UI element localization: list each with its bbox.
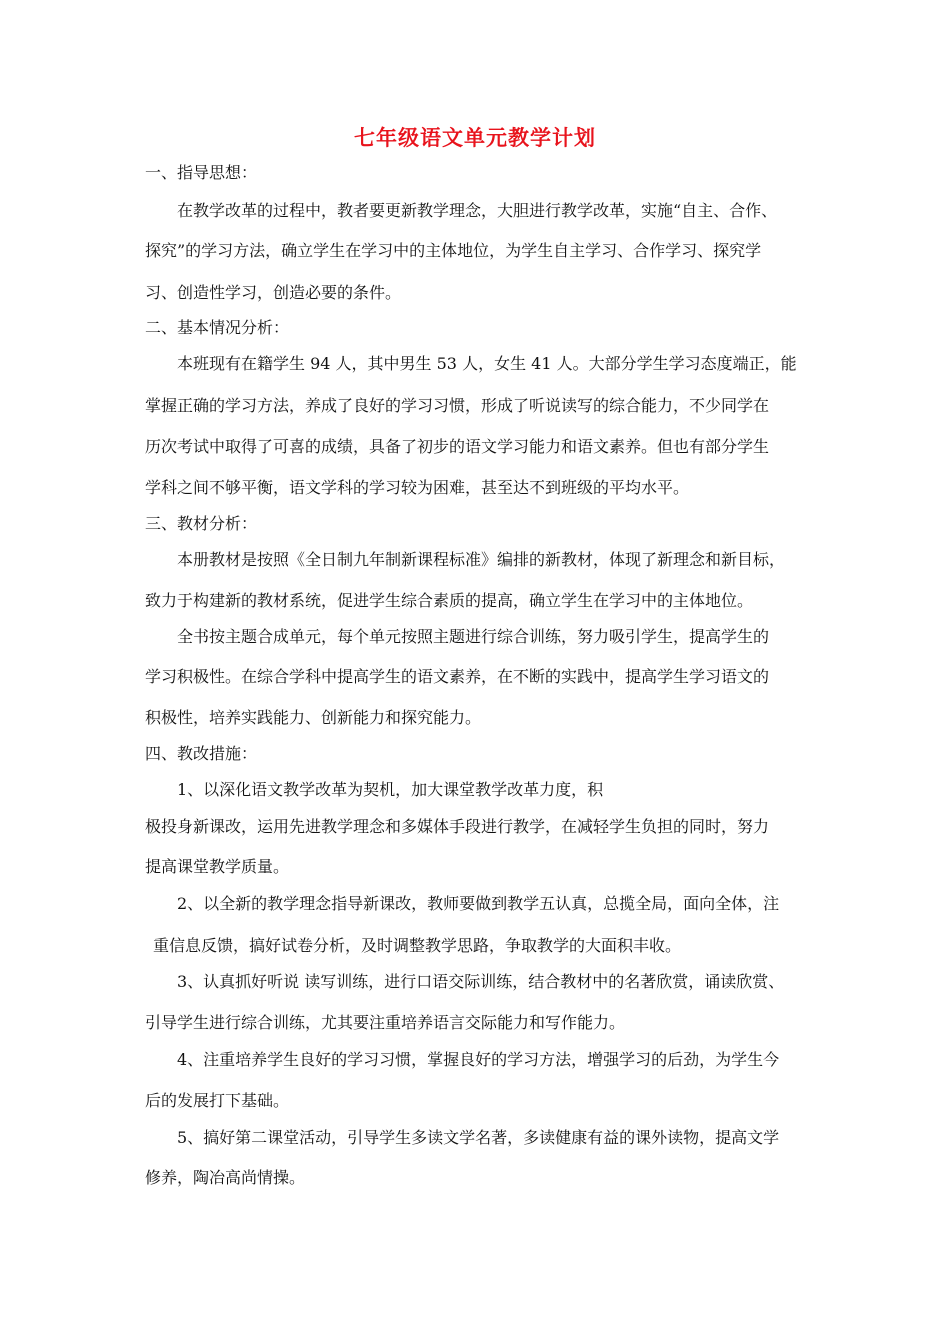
list-item-line: 提高课堂教学质量。: [145, 857, 290, 876]
paragraph-line: 本册教材是按照《全日制九年制新课程标准》编排的新教材，体现了新理念和新目标，: [177, 550, 786, 569]
paragraph-line: 历次考试中取得了可喜的成绩，具备了初步的语文学习能力和语文素养。但也有部分学生: [145, 437, 770, 456]
paragraph-line: 全书按主题合成单元，每个单元按照主题进行综合训练，努力吸引学生，提高学生的: [177, 627, 770, 646]
list-item-line: 2、以全新的教学理念指导新课改，教师要做到教学五认真，总揽全局，面向全体，注: [177, 894, 780, 913]
list-item-line: 3、认真抓好听说 读写训练，进行口语交际训练，结合教材中的名著欣赏，诵读欣赏、: [177, 972, 785, 991]
paragraph-line: 习、创造性学习，创造必要的条件。: [145, 283, 402, 302]
paragraph-line: 致力于构建新的教材系统，促进学生综合素质的提高，确立学生在学习中的主体地位。: [145, 591, 754, 610]
section-heading-textbook-analysis: 三、教材分析：: [145, 514, 258, 533]
list-item-line: 重信息反馈，搞好试卷分析，及时调整教学思路，争取教学的大面积丰收。: [153, 936, 682, 955]
list-item-line: 5、搞好第二课堂活动，引导学生多读文学名著，多读健康有益的课外读物，提高文学: [177, 1128, 780, 1147]
section-heading-basic-situation: 二、基本情况分析：: [145, 318, 290, 337]
document-title: 七年级语文单元教学计划: [354, 126, 596, 150]
list-item-line: 引导学生进行综合训练，尤其要注重培养语言交际能力和写作能力。: [145, 1013, 626, 1032]
list-item-line: 4、注重培养学生良好的学习习惯，掌握良好的学习方法，增强学习的后劲，为学生今: [177, 1050, 780, 1069]
paragraph-line: 掌握正确的学习方法，养成了良好的学习习惯，形成了听说读写的综合能力，不少同学在: [145, 396, 770, 415]
section-heading-reform-measures: 四、教改措施：: [145, 744, 258, 763]
paragraph-line: 探究”的学习方法，确立学生在学习中的主体地位，为学生自主学习、合作学习、探究学: [145, 241, 762, 260]
section-heading-guiding-ideas: 一、指导思想：: [145, 163, 258, 182]
paragraph-line: 积极性，培养实践能力、创新能力和探究能力。: [145, 708, 482, 727]
paragraph-line: 本班现有在籍学生 94 人，其中男生 53 人，女生 41 人。大部分学生学习态度端正，能: [177, 354, 797, 373]
paragraph-line: 在教学改革的过程中，教者要更新教学理念，大胆进行教学改革，实施“自主、合作、: [177, 201, 778, 220]
list-item-line: 修养，陶冶高尚情操。: [145, 1168, 306, 1187]
paragraph-line: 学习积极性。在综合学科中提高学生的语文素养，在不断的实践中，提高学生学习语文的: [145, 667, 770, 686]
paragraph-line: 学科之间不够平衡，语文学科的学习较为困难，甚至达不到班级的平均水平。: [145, 478, 690, 497]
list-item-line: 后的发展打下基础。: [145, 1091, 290, 1110]
list-item-line: 极投身新课改，运用先进教学理念和多媒体手段进行教学，在减轻学生负担的同时，努力: [145, 817, 770, 836]
list-item-line: 1、以深化语文教学改革为契机，加大课堂教学改革力度，积: [177, 780, 604, 799]
